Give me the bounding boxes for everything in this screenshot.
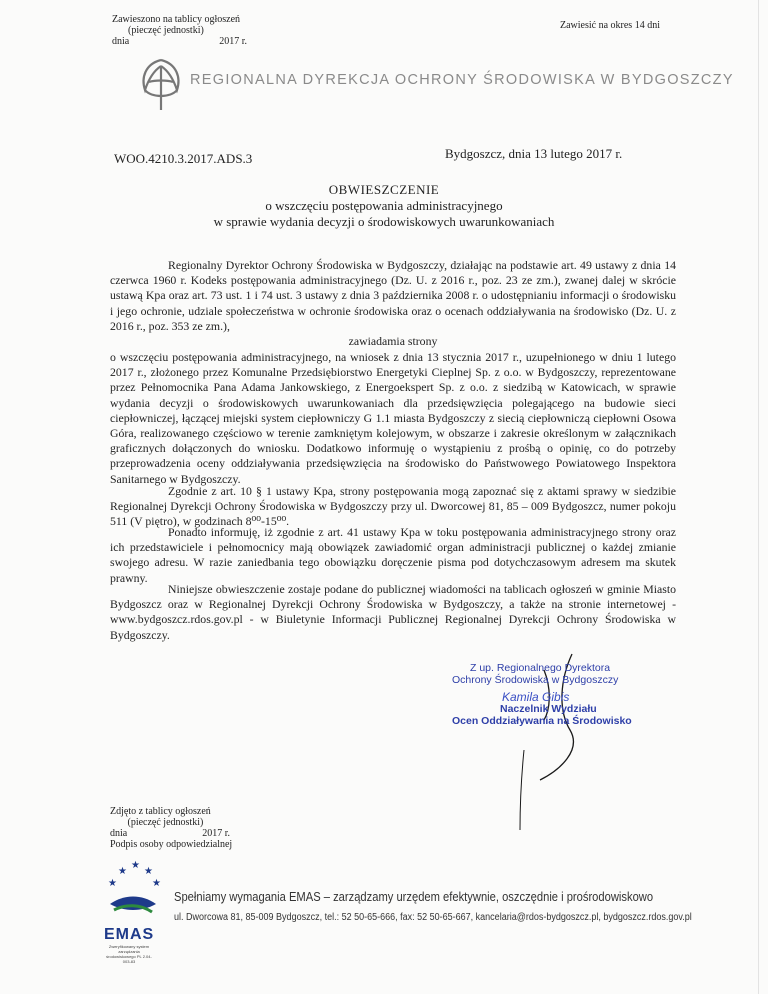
removed-line-1: Zdjęto z tablicy ogłoszeń [110,806,211,817]
svg-text:★: ★ [118,866,127,877]
svg-text:★: ★ [152,878,161,889]
official-stamp [452,662,672,727]
hang-period: Zawiesić na okres 14 dni [560,20,660,31]
stamp-signatory-name: Kamila Gibis [502,690,570,704]
stamp-line-5: Ocen Oddziaływania na Środowisko [452,715,632,727]
page-edge-line [758,0,759,994]
svg-text:★: ★ [108,878,117,889]
footer-contact: ul. Dworcowa 81, 85-009 Bydgoszcz, tel.: 52 50-65-666, fax: 52 50-65-667, kancelaria@rdos-bydgoszcz.pl, bydgoszcz.rdos.gov.pl [174,912,692,923]
document-subtitle-1: o wszczęciu postępowania administracyjnego [265,198,503,213]
svg-text:★: ★ [144,866,153,877]
paragraph-file-access: Zgodnie z art. 10 § 1 ustawy Kpa, strony postępowania mogą zapoznać się z aktami sprawy w siedzibie Regionalnej Dyrekcji Ochrony Środowiska w Bydgoszczy przy ul. Dworcowej 81, 85 – 009 Bydgoszcz, numer pokoju 511 (V piętro), w godzinach 8⁰⁰-15⁰⁰. [110,484,676,529]
removed-line-3: (pieczęć jednostki) [110,817,204,828]
removed-line-4: dnia 2017 r. [110,828,230,839]
document-subtitle-2: w sprawie wydania decyzji o środowiskowych uwarunkowaniach [213,214,555,229]
stamp-line-4: Naczelnik Wydziału [500,703,597,715]
paragraph-address-change: Ponadto informuję, iż zgodnie z art. 41 ustawy Kpa w toku postępowania administracyjnego strony oraz ich przedstawiciele i pełnomocnicy mają obowiązek zawiadomić organ administracji publicznej o każdej zmianie swojego adresu. W razie zaniedbania tego obowiązku doręczenie pisma pod dotychczasowym adresem ma skutek prawny. [110,525,676,585]
stamp-line-2: Ochrony Środowiska w Bydgoszczy [452,674,619,686]
paragraph-proceedings: o wszczęciu postępowania administracyjnego, na wniosek z dnia 13 stycznia 2017 r., uzupełnionego w dniu 1 lutego 2017 r., złożonego przez Komunalne Przedsiębiorstwo Energetyki Cieplnej Sp. z o.o. w Bydgoszczy, reprezentowane przez Pełnomocnika Pana Adama Jankowskiego, z Energoekspert Sp. z o.o. z siedzibą w Katowicach, w sprawie wydania decyzji o środowiskowych uwarunkowaniach dla przedsięwzięcia polegającego na budowie sieci ciepłowniczej, łączącej miejski system ciepłowniczy G 1.1 miasta Bydgoszczy z siecią ciepłowniczą ciepłowni Osowa Góra, realizowanego częściowo w terenie zamkniętym kolejowym, w obszarze i zakresie określonym w załącznikach graficznych dołączonych do wniosku. Dodatkowo informuję o wystąpieniu z prośbą o opinię, co do potrzeby przeprowadzenia oceny oddziaływania przedsięwzięcia na środowisko do Państwowego Powiatowego Inspektora Sanitarnego w Bydgoszczy. [110,350,676,486]
document-title: OBWIESZCZENIE [328,182,440,197]
case-reference: WOO.4210.3.2017.ADS.3 [114,151,253,166]
svg-text:★: ★ [131,860,140,871]
posted-line-3: dnia 2017 r. [112,36,247,47]
removed-line-5: Podpis osoby odpowiedzialnej [110,839,233,850]
rdos-leaf-logo-icon [135,56,187,112]
posted-line-1: Zawieszono na tablicy ogłoszeń [112,14,241,25]
stamp-line-1: Z up. Regionalnego Dyrektora [470,662,611,674]
removed-notice-block [110,806,232,850]
paragraph-publication: Niniejsze obwieszczenie zostaje podane do publicznej wiadomości na tablicach ogłoszeń w gminie Miasto Bydgoszcz oraz w Regionalnej Dyrekcji Ochrony Środowiska w Bydgoszczy, a także na stronie internetowej - www.bydgoszcz.rdos.gov.pl - w Biuletynie Informacji Publicznej Regionalnej Dyrekcji Ochrony Środowiska w Bydgoszczy. [110,582,676,642]
notify-parties-heading: zawiadamia strony [348,334,438,348]
emas-label: EMAS [104,926,155,943]
posted-notice-block [112,14,312,47]
posted-line-2: (pieczęć jednostki) [128,25,204,36]
emas-certificate-text: Zweryfikowany system zarządzania środowiskowego PL 2.04-003-83 [106,944,152,964]
place-date: Bydgoszcz, dnia 13 lutego 2017 r. [445,146,623,161]
paragraph-legal-basis: Regionalny Dyrektor Ochrony Środowiska w Bydgoszczy, działając na podstawie art. 49 ustawy z dnia 14 czerwca 1960 r. Kodeks postępowania administracyjnego (Dz. U. z 2016 r., poz. 23 ze zm.), zwanej dalej w skrócie ustawą Kpa oraz art. 73 ust. 1 i 74 ust. 3 ustawy z dnia 3 października 2008 r. o udostępnianiu informacji o środowisku i jego ochronie, udziale społeczeństwa w ochronie środowiska oraz o ocenach oddziaływania na środowisko (Dz. U. z 2016 r., poz. 353 ze zm.), [110,258,676,333]
footer-slogan: Spełniamy wymagania EMAS – zarządzamy urzędem efektywnie, oszczędnie i prośrodowiskowo [174,889,654,904]
institution-name: REGIONALNA DYREKCJA OCHRONY ŚRODOWISKA W BYDGOSZCZY [190,72,734,88]
